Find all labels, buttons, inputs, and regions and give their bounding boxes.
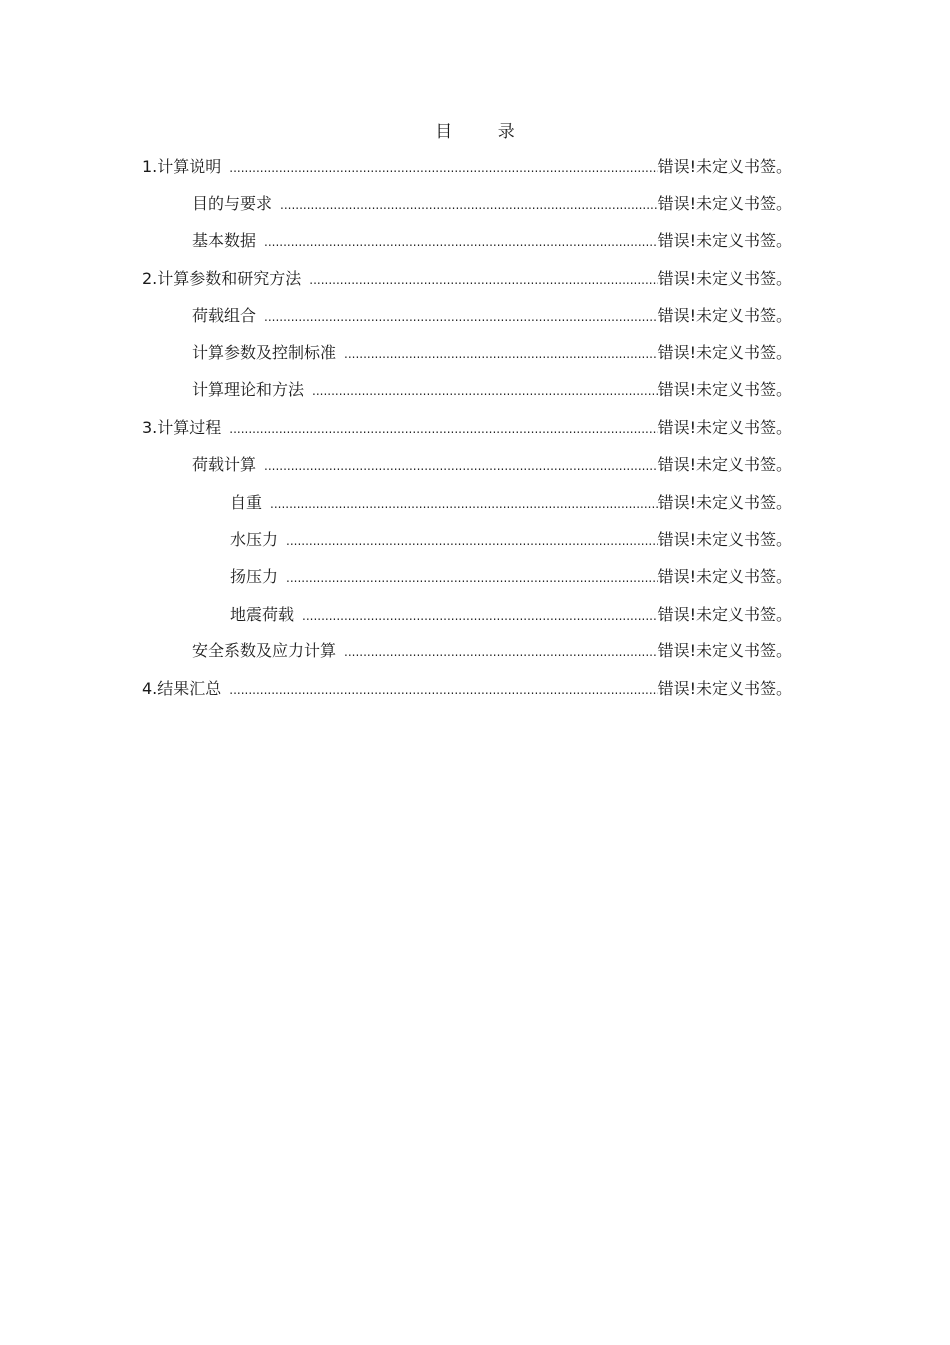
toc-entry-page-ref: 错误!未定义书签。 xyxy=(657,679,792,698)
toc-dot-leader xyxy=(280,193,658,217)
toc-entry-page-ref: 错误!未定义书签。 xyxy=(657,194,792,213)
toc-dot-leader xyxy=(229,678,657,702)
toc-dot-leader xyxy=(264,305,658,329)
toc-entry-page-ref: 错误!未定义书签。 xyxy=(657,530,792,549)
toc-dot-leader xyxy=(286,566,658,590)
toc-entry[interactable] xyxy=(230,565,792,589)
toc-entry-label: 目的与要求 xyxy=(192,194,273,213)
toc-title: 目 录 xyxy=(435,122,535,142)
toc-entry-page-ref: 错误!未定义书签。 xyxy=(657,641,792,660)
toc-entry[interactable] xyxy=(192,304,792,328)
toc-entry-page-ref: 错误!未定义书签。 xyxy=(657,418,792,437)
toc-dot-leader xyxy=(264,454,658,478)
toc-entry[interactable] xyxy=(142,677,792,701)
toc-entry[interactable] xyxy=(230,491,792,515)
toc-entry[interactable] xyxy=(192,639,792,663)
toc-entry-label: 扬压力 xyxy=(230,567,279,586)
toc-dot-leader xyxy=(312,379,658,403)
toc-entry[interactable] xyxy=(142,416,792,440)
toc-entry-label: 2.计算参数和研究方法 xyxy=(142,269,302,288)
toc-entry-label: 自重 xyxy=(230,493,263,512)
toc-entry-label: 地震荷载 xyxy=(230,605,295,624)
toc-entry-page-ref: 错误!未定义书签。 xyxy=(657,605,792,624)
toc-entry-page-ref: 错误!未定义书签。 xyxy=(657,455,792,474)
toc-entry[interactable] xyxy=(230,603,792,627)
toc-entry-label: 荷载计算 xyxy=(192,455,257,474)
toc-entry-label: 计算参数及控制标准 xyxy=(192,343,337,362)
toc-entry[interactable] xyxy=(192,192,792,216)
toc-entry[interactable] xyxy=(192,378,792,402)
toc-entry-label: 4.结果汇总 xyxy=(142,679,222,698)
toc-entry-page-ref: 错误!未定义书签。 xyxy=(657,269,792,288)
toc-entry-page-ref: 错误!未定义书签。 xyxy=(657,306,792,325)
toc-entry-page-ref: 错误!未定义书签。 xyxy=(657,567,792,586)
toc-entry-page-ref: 错误!未定义书签。 xyxy=(657,493,792,512)
toc-entry-page-ref: 错误!未定义书签。 xyxy=(657,231,792,250)
toc-entry-label: 安全系数及应力计算 xyxy=(192,641,337,660)
toc-entry-label: 水压力 xyxy=(230,530,279,549)
toc-entry[interactable] xyxy=(192,341,792,365)
toc-entry-page-ref: 错误!未定义书签。 xyxy=(657,380,792,399)
toc-entry[interactable] xyxy=(142,267,792,291)
toc-entry[interactable] xyxy=(192,229,792,253)
toc-dot-leader xyxy=(270,492,658,516)
toc-entry-label: 3.计算过程 xyxy=(142,418,222,437)
toc-dot-leader xyxy=(264,230,658,254)
toc-entry-label: 1.计算说明 xyxy=(142,157,222,176)
toc-entry[interactable] xyxy=(192,453,792,477)
toc-dot-leader xyxy=(286,529,658,553)
toc-dot-leader xyxy=(344,640,658,664)
toc-dot-leader xyxy=(302,604,658,628)
toc-dot-leader xyxy=(229,417,657,441)
toc-entry-label: 荷载组合 xyxy=(192,306,257,325)
toc-entry-page-ref: 错误!未定义书签。 xyxy=(657,343,792,362)
toc-dot-leader xyxy=(229,156,657,180)
toc-dot-leader xyxy=(309,268,657,292)
toc-entry-page-ref: 错误!未定义书签。 xyxy=(657,157,792,176)
toc-entry-label: 计算理论和方法 xyxy=(192,380,305,399)
toc-entry[interactable] xyxy=(230,528,792,552)
toc-entry[interactable] xyxy=(142,155,792,179)
toc-dot-leader xyxy=(344,342,658,366)
toc-entry-label: 基本数据 xyxy=(192,231,257,250)
